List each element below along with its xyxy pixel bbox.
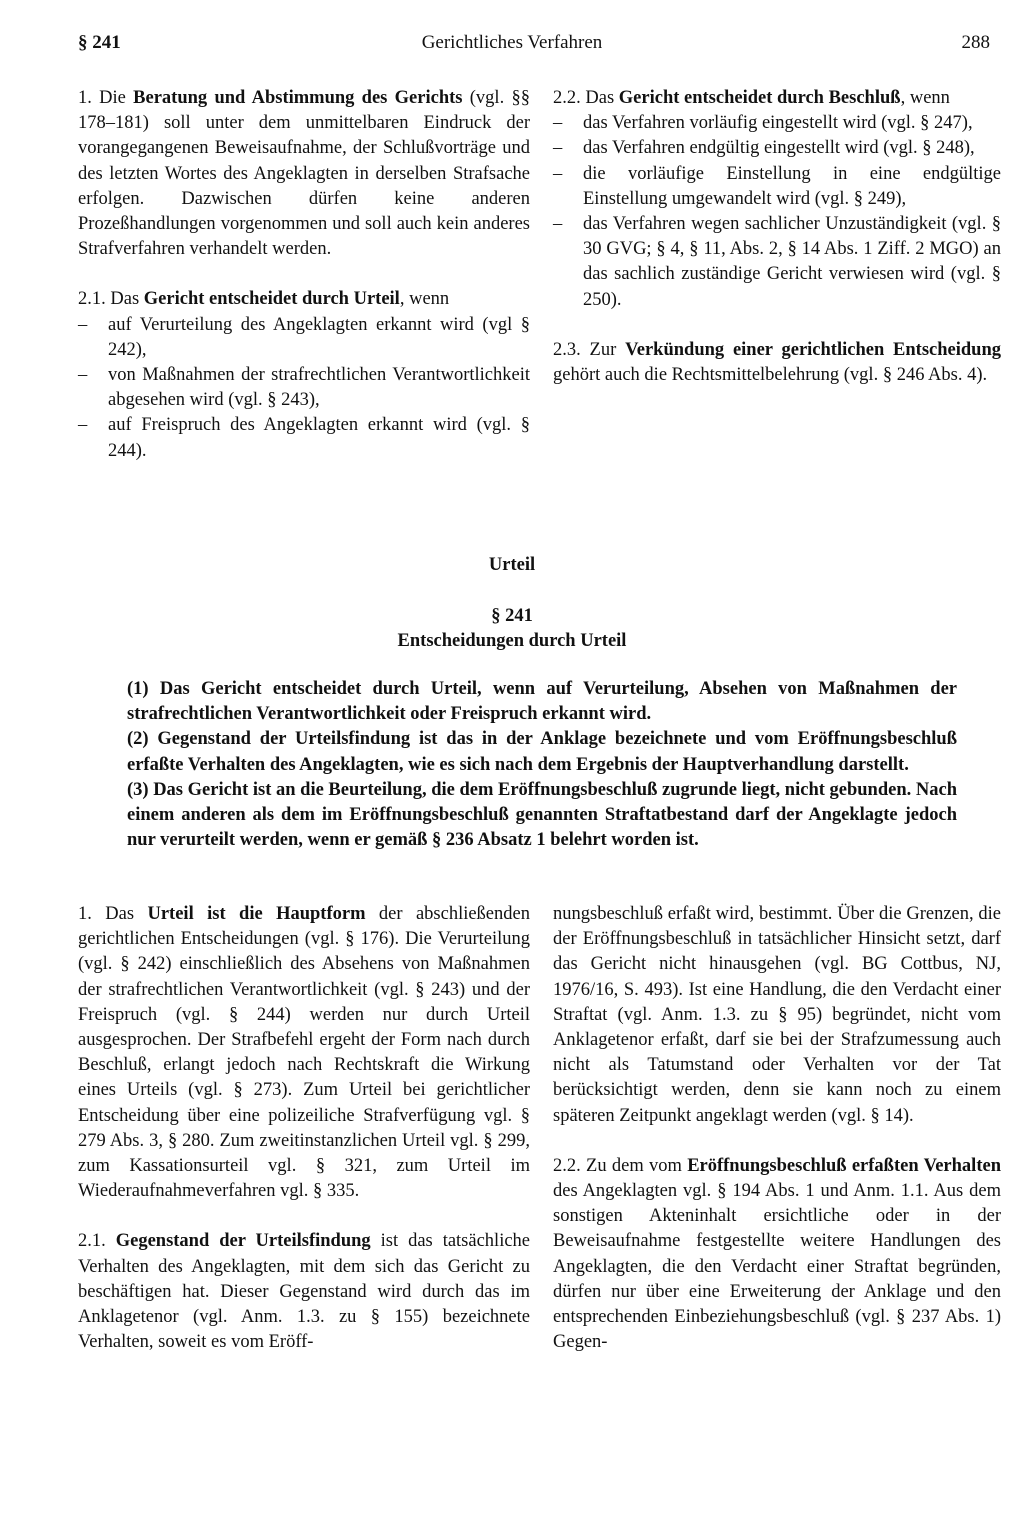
- note-2-3-verkuendung: 2.3. Zur Verkündung einer gerichtlichen Entscheidung gehört auch die Rechtsmittelbelehrung (vgl. § 246 Abs. 4).: [553, 339, 1001, 386]
- bold-term: Gegenstand der Urteilsfindung: [115, 1231, 371, 1252]
- bold-term: Eröffnungsbeschluß erfaßten Verhalten: [687, 1155, 1001, 1176]
- list-item: – auf Verurteilung des Angeklagten erkannt wird (vgl § 242),: [78, 314, 530, 360]
- paragraph-title: Entscheidungen durch Urteil: [397, 631, 627, 651]
- statute-subsection-2: (2) Gegenstand der Urteilsfindung ist das in der Anklage bezeichnete und vom Eröffnungsbeschluß erfaßte Verhalten des Angeklagten, wie es sich nach dem Ergebnis der Hauptverhandlung darstellt.: [127, 729, 957, 775]
- bold-term: Gericht entscheidet durch Urteil: [143, 289, 400, 310]
- list-item: – auf Freispruch des Angeklagten erkannt wird (vgl. § 244).: [78, 415, 530, 461]
- statute-subsection-1: (1) Das Gericht entscheidet durch Urteil, wenn auf Verurteilung, Absehen von Maßnahmen der strafrechtlichen Verantwortlichkeit oder Freispruch erkannt wird.: [127, 679, 957, 725]
- list-item: – das Verfahren vorläufig eingestellt wird (vgl. § 247),: [553, 113, 973, 134]
- commentary-bottom-left: [78, 902, 530, 1355]
- bold-term: Urteil ist die Hauptform: [147, 904, 366, 924]
- note-1-hauptform: 1. Das Urteil ist die Hauptform der abschließenden gerichtlichen Entscheidungen (vgl. § 176). Die Verurteilung (vgl. § 242) einschließlich des Absehens von Maßnahmen der strafrechtlichen Verantwortlichkeit (vgl. § 243) und der Freispruch (vgl. § 244) werden nur durch Urteil ausgesprochen. Der Strafbefehl ergeht der Form nach durch Beschluß, erlangt jedoch nach Rechtskraft die Wirkung eines Urteils (vgl. § 273). Zum Urteil bei gerichtlicher Entscheidung über eine polizeiliche Strafverfügung vgl. § 279 Abs. 3, § 280. Zum zweitinstanzlichen Urteil vgl. § 299, zum Kassationsurteil vgl. § 321, zum Urteil im Wiederaufnahmeverfahren vgl. § 335.: [78, 904, 530, 1202]
- statute-subsection-3: (3) Das Gericht ist an die Beurteilung, die dem Eröffnungsbeschluß zugrunde liegt, nicht gebunden. Nach einem anderen als dem im Eröffnungsbeschluß genannten Straftatbestand darf der Angeklagte jedoch nur verurteilt werden, wenn er gemäß § 236 Absatz 1 belehrt worden ist.: [127, 779, 957, 851]
- note-2-1-urteil: 2.1. Das Gericht entscheidet durch Urteil, wenn: [78, 289, 450, 310]
- note-continuation: nungsbeschluß erfaßt wird, bestimmt. Über die Grenzen, die der Eröffnungsbeschluß in tatsächlicher Hinsicht setzt, darf das Gericht nicht hinausgehen (vgl. BG Cottbus, NJ, 1976/16, S. 493). Ist eine Handlung, die den Verdacht einer Straftat (vgl. Anm. 1.3. zu § 95) begründet, nicht vom Anklagetenor erfaßt, darf sie bei der Strafzumessung auch nicht als Tatumstand oder Verhalten vor der Tat berücksichtigt werden, denn sie kann noch zu einem späteren Zeitpunkt angeklagt werden (vgl. § 14).: [553, 904, 1001, 1126]
- paragraph-number: § 241: [491, 606, 533, 626]
- page-header: [0, 32, 1024, 60]
- statute-text: [127, 677, 957, 853]
- bold-term: Verkündung einer gerichtlichen Entscheidung: [625, 339, 1001, 360]
- header-section: § 241: [78, 32, 121, 53]
- commentary-bottom-right: [553, 902, 1001, 1355]
- list-item: – die vorläufige Einstellung in eine endgültige Einstellung umgewandelt wird (vgl. § 249),: [553, 163, 1001, 209]
- section-heading: Urteil: [488, 555, 536, 575]
- commentary-top-right: [553, 86, 1001, 388]
- bold-term: Beratung und Abstimmung des Gerichts: [133, 88, 463, 108]
- header-title: Gerichtliches Verfahren: [421, 32, 603, 53]
- list-item: – von Maßnahmen der strafrechtlichen Verantwortlichkeit abgesehen wird (vgl. § 243),: [78, 365, 530, 411]
- note-1-beratung: 1. Die Beratung und Abstimmung des Gerichts (vgl. §§ 178–181) soll unter dem unmittelbaren Eindruck der vorangegangenen Beweisaufnahme, der Schlußvorträge und des letzten Wortes des Angeklagten in derselben Strafsache erfolgen. Dazwischen dürfen keine anderen Prozeßhandlungen vorgenommen und soll auch kein anderes Strafverfahren verhandelt werden.: [78, 88, 530, 260]
- commentary-top-left: [78, 86, 530, 464]
- list-item: – das Verfahren endgültig eingestellt wird (vgl. § 248),: [553, 138, 975, 159]
- list-item: – das Verfahren wegen sachlicher Unzuständigkeit (vgl. § 30 GVG; § 4, § 11, Abs. 2, § 14 Abs. 1 Ziff. 2 MGO) an das sachlich zuständige Gericht verwiesen wird (vgl. § 250).: [553, 214, 1001, 310]
- note-2-1-gegenstand: 2.1. Gegenstand der Urteilsfindung ist das tatsächliche Verhalten des Angeklagten, mit dem sich das Gericht zu beschäftigen hat. Dieser Gegenstand wird durch das im Anklagetenor (vgl. Anm. 1.3. zu § 155) bezeichnete Verhalten, soweit es vom Eröff-: [78, 1231, 531, 1353]
- page-number: 288: [961, 32, 990, 53]
- note-2-2-verhalten: 2.2. Zu dem vom Eröffnungsbeschluß erfaßten Verhalten des Angeklagten vgl. § 194 Abs. 1 und Anm. 1.1. Aus dem sonstigen Akteninhalt ersichtliche oder in der Beweisaufnahme festgestellte weitere Handlungen des Angeklagten, die den Verdacht einer Straftat begründen, dürfen nur über eine Erweiterung der Anklage und den entsprechenden Einbeziehungsbeschluß (vgl. § 237 Abs. 1) Gegen-: [553, 1155, 1001, 1353]
- note-2-2-beschluss: 2.2. Das Gericht entscheidet durch Beschluß, wenn: [553, 88, 950, 108]
- bold-term: Gericht entscheidet durch Beschluß: [618, 88, 901, 108]
